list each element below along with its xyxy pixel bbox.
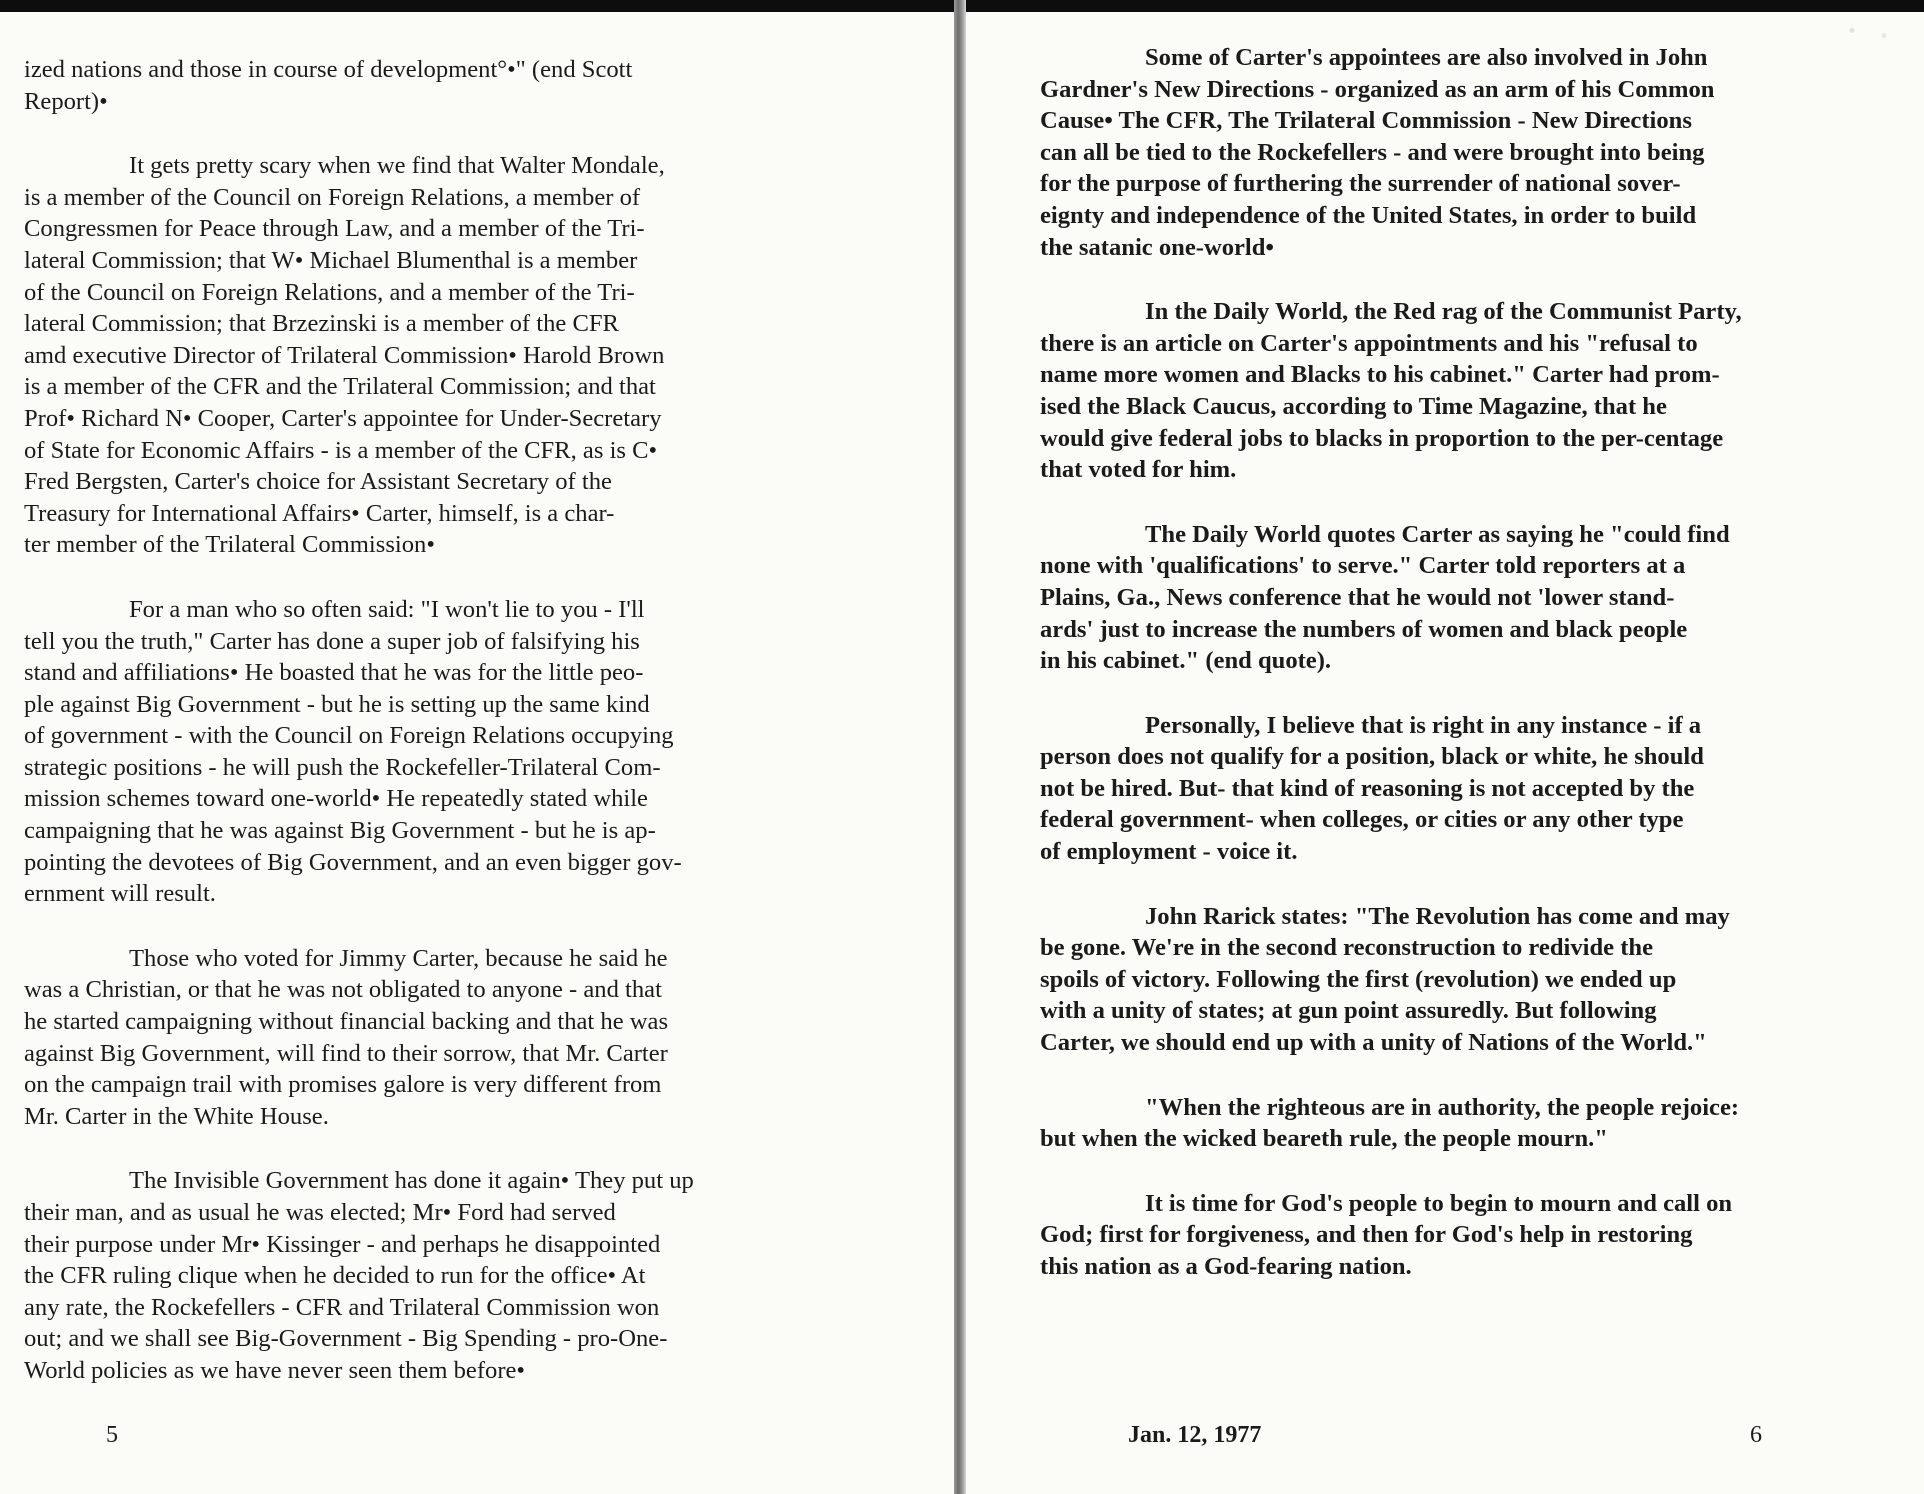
text-line: It is time for God's people to begin to mourn and call on [1145,1189,1733,1217]
text-line: ter member of the Trilateral Commission• [24,531,435,559]
right-page [966,12,1924,1494]
right-paragraph-2 [1040,296,1906,486]
left-paragraph-5 [24,1165,894,1386]
text-line: Carter, we should end up with a unity of Nations of the World." [1040,1029,1707,1057]
text-line: God; first for forgiveness, and then for God's help in restoring [1040,1221,1693,1249]
text-line: the CFR ruling clique when he decided to run for the office• At [24,1262,646,1290]
text-line: Plains, Ga., News conference that he would not 'lower stand- [1040,583,1675,611]
page-number-left: 5 [106,1422,118,1448]
text-line: of State for Economic Affairs - is a member of the CFR, as is C• [24,436,658,464]
text-line: lateral Commission; that Brzezinski is a member of the CFR [24,310,619,338]
text-line: was a Christian, or that he was not obligated to anyone - and that [24,976,662,1004]
text-line: of the Council on Foreign Relations, and a member of the Tri- [24,278,635,306]
left-paragraph-4 [24,943,894,1133]
text-line: In the Daily World, the Red rag of the Communist Party, [1145,298,1742,326]
left-paragraph-2 [24,150,894,561]
text-line: Treasury for International Affairs• Carter, himself, is a char- [24,499,615,527]
text-line: in his cabinet." (end quote). [1040,647,1332,675]
text-line: The Daily World quotes Carter as saying he "could find [1145,520,1730,548]
right-paragraph-6 [1040,1092,1906,1155]
text-line: Congressmen for Peace through Law, and a member of the Tri- [24,215,645,243]
text-line: Mr. Carter in the White House. [24,1102,329,1130]
text-line: campaigning that he was against Big Government - but he is ap- [24,817,656,845]
text-line: ernment will result. [24,880,216,908]
text-line: can all be tied to the Rockefellers - and were brought into being [1040,138,1705,166]
text-line: any rate, the Rockefellers - CFR and Trilateral Commission won [24,1293,660,1321]
text-line: Some of Carter's appointees are also involved in John [1145,44,1708,71]
text-line: is a member of the Council on Foreign Relations, a member of [24,183,641,211]
left-paragraph-1 [24,54,894,117]
text-line: there is an article on Carter's appointments and his "refusal to [1040,329,1698,357]
right-page-text [1040,42,1906,1316]
text-line: lateral Commission; that W• Michael Blumenthal is a member [24,246,638,274]
text-line: name more women and Blacks to his cabinet." Carter had prom- [1040,361,1720,389]
text-line: The Invisible Government has done it again• They put up [129,1167,694,1195]
book-spine-gutter [954,0,966,1494]
text-line: John Rarick states: "The Revolution has come and may [1145,902,1730,930]
text-line: on the campaign trail with promises galore is very different from [24,1071,662,1099]
text-line: stand and affiliations• He boasted that he was for the little peo- [24,659,644,687]
text-line: he started campaigning without financial backing and that he was [24,1008,669,1036]
text-line: amd executive Director of Trilateral Commission• Harold Brown [24,341,665,369]
text-line: none with 'qualifications' to serve." Carter told reporters at a [1040,552,1686,580]
right-paragraph-1 [1040,42,1906,263]
text-line: would give federal jobs to blacks in proportion to the per-centage [1040,424,1724,452]
text-line: Prof• Richard N• Cooper, Carter's appointee for Under-Secretary [24,404,662,432]
text-line: but when the wicked beareth rule, the people mourn." [1040,1125,1608,1153]
text-line: with a unity of states; at gun point assuredly. But following [1040,997,1657,1025]
left-page-text [24,54,894,1420]
text-line: is a member of the CFR and the Trilateral Commission; and that [24,373,656,401]
text-line: strategic positions - he will push the Rockefeller-Trilateral Com- [24,753,661,781]
text-line: Personally, I believe that is right in any instance - if a [1145,711,1702,739]
text-line: their man, and as usual he was elected; Mr• Ford had served [24,1199,616,1226]
text-line: pointing the devotees of Big Government, and an even bigger gov- [24,848,682,876]
text-line: Report)• [24,87,108,115]
text-line: It gets pretty scary when we find that Walter Mondale, [129,152,665,180]
document-date: Jan. 12, 1977 [1128,1422,1262,1448]
text-line: ards' just to increase the numbers of women and black people [1040,615,1688,643]
text-line: ized nations and those in course of development°•" (end Scott [24,56,633,83]
text-line: eignty and independence of the United States, in order to build [1040,201,1697,229]
text-line: Cause• The CFR, The Trilateral Commission - New Directions [1040,107,1692,135]
text-line: tell you the truth," Carter has done a super job of falsifying his [24,627,640,655]
text-line: Gardner's New Directions - organized as an arm of his Common [1040,75,1715,103]
text-line: the satanic one-world• [1040,233,1275,261]
text-line: person does not qualify for a position, black or white, he should [1040,743,1704,771]
text-line: be gone. We're in the second reconstruction to redivide the [1040,934,1653,962]
text-line: not be hired. But- that kind of reasoning is not accepted by the [1040,774,1695,802]
right-paragraph-5 [1040,901,1906,1059]
text-line: this nation as a God-fearing nation. [1040,1253,1412,1280]
text-line: of employment - voice it. [1040,838,1298,866]
text-line: ised the Black Caucus, according to Time Magazine, that he [1040,392,1667,420]
right-paragraph-7 [1040,1188,1906,1283]
text-line: for the purpose of furthering the surrender of national sover- [1040,170,1681,198]
left-page [0,12,954,1494]
text-line: against Big Government, will find to their sorrow, that Mr. Carter [24,1039,668,1067]
text-line: of government - with the Council on Foreign Relations occupying [24,722,674,750]
right-paragraph-3 [1040,519,1906,677]
text-line: "When the righteous are in authority, the people rejoice: [1145,1093,1740,1121]
text-line: For a man who so often said: "I won't lie to you - I'll [129,595,645,623]
text-line: Fred Bergsten, Carter's choice for Assistant Secretary of the [24,468,612,496]
text-line: out; and we shall see Big-Government - Big Spending - pro-One- [24,1325,668,1353]
text-line: federal government- when colleges, or cities or any other type [1040,806,1684,834]
text-line: ple against Big Government - but he is setting up the same kind [24,690,650,718]
left-paragraph-3 [24,594,894,910]
text-line: spoils of victory. Following the first (revolution) we ended up [1040,965,1677,993]
text-line: mission schemes toward one-world• He repeatedly stated while [24,785,648,813]
text-line: Those who voted for Jimmy Carter, because he said he [129,944,668,972]
text-line: that voted for him. [1040,456,1237,484]
text-line: World policies as we have never seen them before• [24,1356,526,1384]
text-line: their purpose under Mr• Kissinger - and perhaps he disappointed [24,1230,661,1258]
page-number-right: 6 [1750,1422,1762,1448]
right-paragraph-4 [1040,710,1906,868]
